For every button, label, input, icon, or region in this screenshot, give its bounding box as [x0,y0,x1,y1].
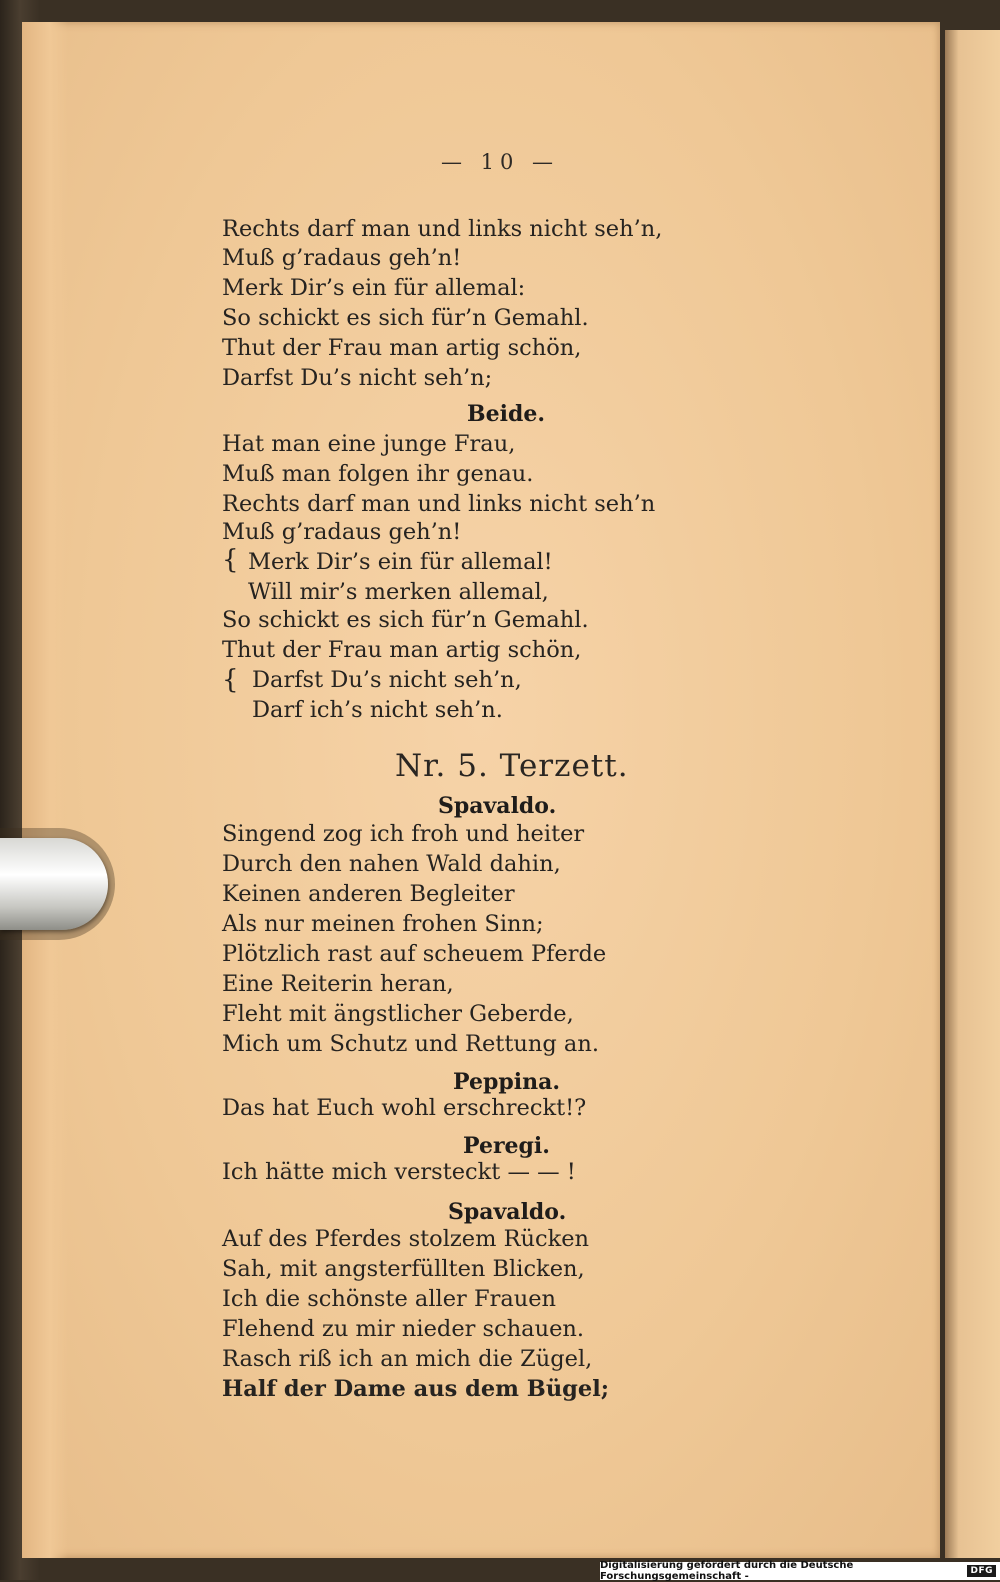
brace-glyph: { [222,665,239,695]
verse-line: Will mir’s merken allemal, [248,579,549,605]
verse-line: Muß g’radaus geh’n! [222,519,462,545]
verse-line: Ich hätte mich versteckt — — ! [222,1159,576,1185]
verse-line: Fleht mit ängstlicher Geberde, [222,1001,574,1027]
verse-line: Das hat Euch wohl erschreckt!? [222,1095,587,1121]
verse-line: Eine Reiterin heran, [222,971,454,997]
verse-line: Hat man eine junge Frau, [222,431,516,457]
next-page-edge [945,30,1000,1558]
page-clip [0,838,108,930]
verse-line: Sah, mit angsterfüllten Blicken, [222,1256,585,1282]
page-gutter [22,22,68,1558]
verse-line: Muß man folgen ihr genau. [222,461,534,487]
speaker-label: Spavaldo. [448,1199,567,1225]
verse-line: Rechts darf man und links nicht seh’n, [222,216,663,242]
verse-line: Darfst Du’s nicht seh’n, [252,667,522,693]
verse-line: Thut der Frau man artig schön, [222,637,582,663]
speaker-label: Peppina. [453,1069,560,1095]
verse-line: So schickt es sich für’n Gemahl. [222,607,589,633]
speaker-label: Spavaldo. [438,793,557,819]
verse-line: Plötzlich rast auf scheuem Pferde [222,941,607,967]
verse-line: Ich die schönste aller Frauen [222,1286,557,1312]
brace-glyph: { [222,545,239,575]
verse-line: Singend zog ich froh und heiter [222,821,585,847]
dfg-logo: DFG [967,1565,996,1577]
verse-line: Rechts darf man und links nicht seh’n [222,491,656,517]
speaker-label: Peregi. [463,1133,550,1159]
verse-line: Darf ich’s nicht seh’n. [252,697,503,723]
verse-line: Merk Dir’s ein für allemal: [222,275,526,301]
verse-line: So schickt es sich für’n Gemahl. [222,305,589,331]
verse-line: Darfst Du’s nicht seh’n; [222,365,493,391]
verse-line: Muß g’radaus geh’n! [222,245,462,271]
footer-text: Digitalisierung gefördert durch die Deutsche Forschungsgemeinschaft - [600,1560,854,1582]
verse-line: Auf des Pferdes stolzem Rücken [222,1226,590,1252]
verse-line: Keinen anderen Begleiter [222,881,515,907]
verse-line: Rasch riß ich an mich die Zügel, [222,1346,593,1372]
verse-line: Mich um Schutz und Rettung an. [222,1031,599,1057]
verse-line: Merk Dir’s ein für allemal! [248,549,553,575]
page-number: — 10 — [440,150,560,174]
section-heading: Nr. 5. Terzett. [395,748,629,784]
verse-line: Durch den nahen Wald dahin, [222,851,561,877]
digitization-footer [600,1562,1000,1580]
verse-line: Thut der Frau man artig schön, [222,335,582,361]
verse-line: Flehend zu mir nieder schauen. [222,1316,585,1342]
verse-line: Als nur meinen frohen Sinn; [222,911,544,937]
verse-line: Half der Dame aus dem Bügel; [222,1376,610,1402]
speaker-label: Beide. [467,401,545,427]
